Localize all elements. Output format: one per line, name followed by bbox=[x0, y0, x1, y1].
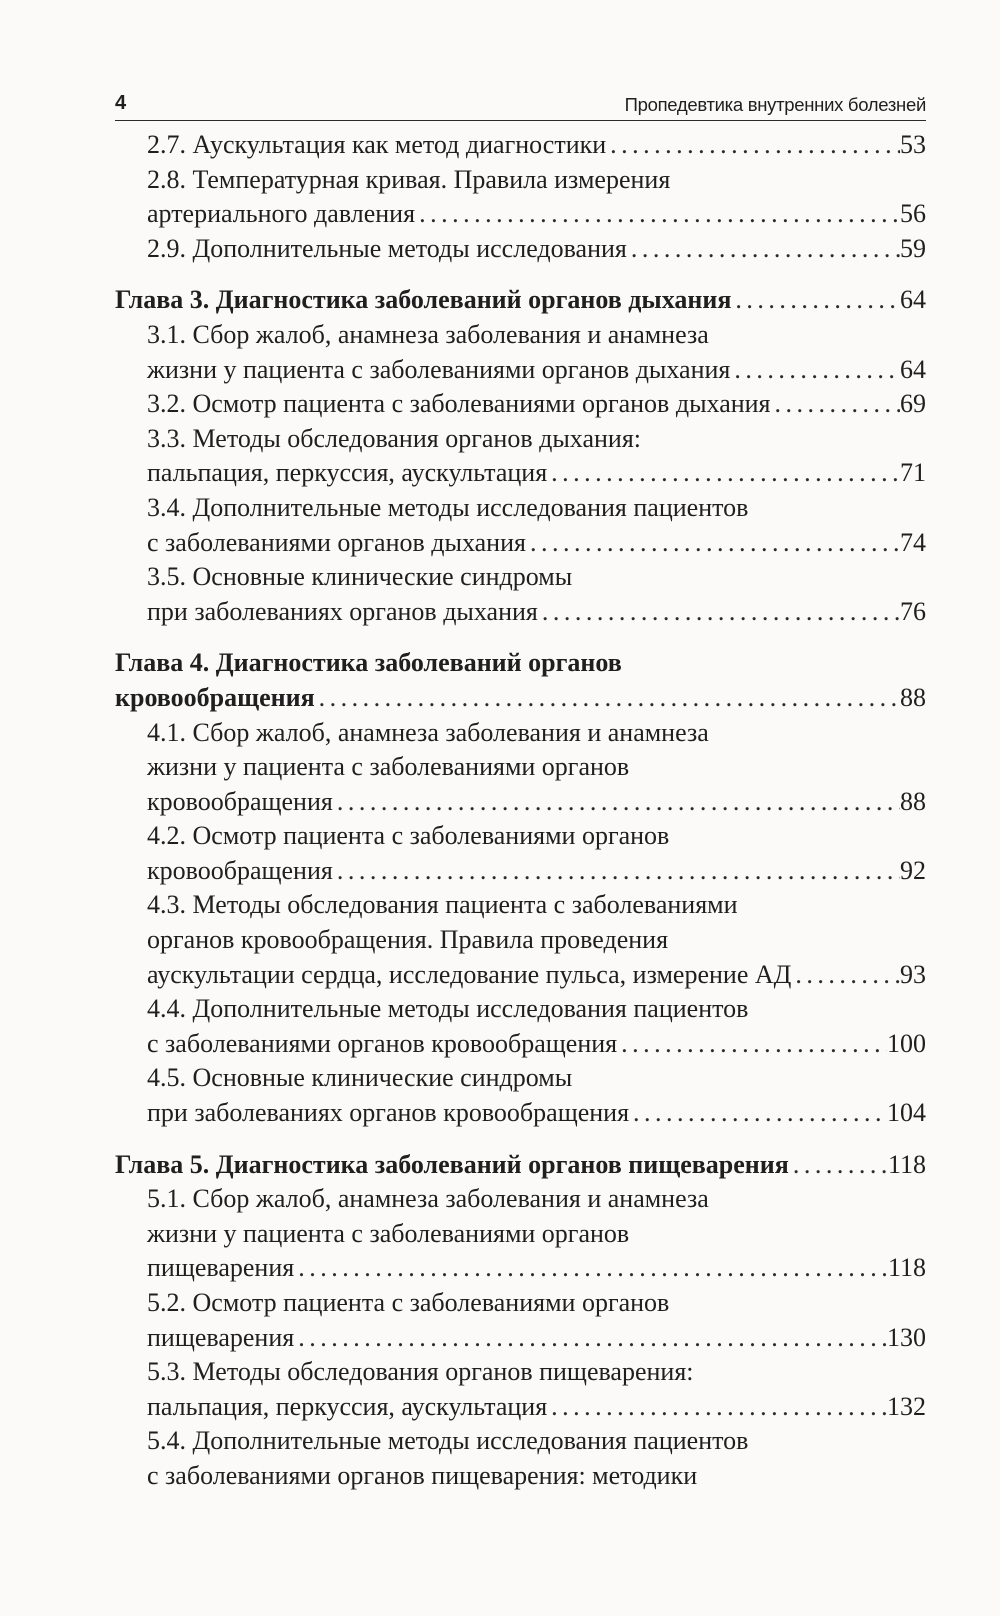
book-title: Пропедевтика внутренних болезней bbox=[624, 94, 926, 115]
toc-section bbox=[147, 128, 926, 163]
toc-entry-text: 3.5. Основные клинические синдромы bbox=[147, 562, 573, 592]
toc-entry-text: при заболеваниях органов дыхания bbox=[147, 596, 538, 626]
toc-page-number: 59 bbox=[900, 233, 926, 263]
toc-entry-text: 3.2. Осмотр пациента с заболеваниями органов дыхания bbox=[147, 389, 771, 419]
toc-section bbox=[147, 387, 926, 422]
toc-section bbox=[147, 560, 926, 629]
dot-leader bbox=[730, 353, 900, 388]
toc-entry-text: 5.2. Осмотр пациента с заболеваниями органов bbox=[147, 1288, 670, 1317]
toc-entry-text: 2.7. Аускультация как метод диагностики bbox=[147, 130, 607, 159]
toc-entry-text: 5.3. Методы обследования органов пищеварения: bbox=[147, 1357, 694, 1387]
toc-line bbox=[147, 422, 926, 457]
toc-line bbox=[115, 681, 926, 716]
toc-section bbox=[147, 422, 926, 491]
toc-entry-text: 4.5. Основные клинические синдромы bbox=[147, 1063, 573, 1093]
dot-leader bbox=[294, 1321, 887, 1356]
toc-entry-text: 5.4. Дополнительные методы исследования пациентов bbox=[147, 1426, 749, 1456]
toc-entry-text: 2.8. Температурная кривая. Правила измерения bbox=[147, 164, 671, 194]
toc-section bbox=[147, 888, 926, 992]
toc-page-number: 56 bbox=[900, 199, 926, 229]
dot-leader bbox=[731, 283, 900, 318]
toc-line bbox=[147, 1286, 926, 1321]
dot-leader bbox=[789, 1148, 888, 1183]
toc-page-number: 132 bbox=[887, 1391, 926, 1421]
toc-chapter bbox=[115, 283, 926, 318]
toc-line bbox=[147, 128, 926, 163]
toc-line bbox=[147, 1251, 926, 1286]
toc-entry-text: пальпация, перкуссия, аускультация bbox=[147, 1391, 548, 1421]
toc-line bbox=[147, 526, 926, 561]
toc-page-number: 118 bbox=[887, 1253, 926, 1283]
dot-leader bbox=[315, 681, 900, 716]
toc-line bbox=[147, 491, 926, 526]
toc-entry-text: Глава 5. Диагностика заболеваний органов пищеварения bbox=[115, 1149, 789, 1179]
table-of-contents bbox=[115, 128, 926, 1494]
toc-page-number: 74 bbox=[900, 527, 926, 557]
dot-leader bbox=[538, 595, 900, 630]
toc-page-number: 64 bbox=[900, 285, 926, 315]
toc-chapter bbox=[115, 646, 926, 715]
toc-line bbox=[115, 283, 926, 318]
toc-page-number: 64 bbox=[900, 354, 926, 384]
toc-chapter bbox=[115, 1148, 926, 1183]
toc-entry-text: 3.4. Дополнительные методы исследования пациентов bbox=[147, 492, 749, 522]
dot-leader bbox=[629, 1096, 887, 1131]
toc-page-number: 93 bbox=[900, 959, 926, 989]
dot-leader bbox=[791, 958, 900, 993]
toc-entry-text: пальпация, перкуссия, аускультация bbox=[147, 458, 548, 488]
dot-leader bbox=[333, 854, 900, 889]
toc-line bbox=[147, 785, 926, 820]
toc-entry-text: пищеварения bbox=[147, 1253, 295, 1283]
toc-section bbox=[147, 232, 926, 267]
toc-page-number: 69 bbox=[900, 389, 926, 419]
toc-line bbox=[147, 819, 926, 854]
toc-line bbox=[147, 1390, 926, 1425]
toc-line bbox=[147, 163, 926, 198]
toc-page-number: 88 bbox=[900, 786, 926, 816]
toc-line bbox=[147, 1355, 926, 1390]
toc-line bbox=[147, 923, 926, 958]
toc-entry-text: Глава 3. Диагностика заболеваний органов дыхания bbox=[115, 285, 732, 315]
dot-leader bbox=[415, 197, 900, 232]
toc-page-number: 130 bbox=[887, 1322, 926, 1352]
toc-line bbox=[147, 854, 926, 889]
toc-entry-text: пищеварения bbox=[147, 1322, 295, 1352]
dot-leader bbox=[333, 785, 900, 820]
toc-entry-text: при заболеваниях органов кровообращения bbox=[147, 1098, 630, 1128]
dot-leader bbox=[547, 456, 900, 491]
toc-line bbox=[115, 1148, 926, 1183]
toc-entry-text: 3.3. Методы обследования органов дыхания: bbox=[147, 423, 642, 453]
dot-leader bbox=[627, 232, 900, 267]
toc-line bbox=[147, 1061, 926, 1096]
toc-line bbox=[147, 353, 926, 388]
toc-line bbox=[115, 646, 926, 681]
toc-entry-text: кровообращения bbox=[147, 855, 333, 885]
toc-page-number: 88 bbox=[900, 682, 926, 712]
toc-entry-text: кровообращения bbox=[147, 786, 333, 816]
toc-line bbox=[147, 1096, 926, 1131]
toc-entry-text: жизни у пациента с заболеваниями органов дыхания bbox=[147, 354, 731, 384]
toc-line bbox=[147, 1027, 926, 1062]
toc-section bbox=[147, 1182, 926, 1286]
toc-entry-text: 3.1. Сбор жалоб, анамнеза заболевания и анамнеза bbox=[147, 319, 709, 349]
toc-line bbox=[147, 318, 926, 353]
dot-leader bbox=[606, 128, 900, 163]
toc-entry-text: 5.1. Сбор жалоб, анамнеза заболевания и анамнеза bbox=[147, 1184, 709, 1214]
toc-page-number: 104 bbox=[887, 1098, 926, 1128]
toc-section bbox=[147, 1286, 926, 1355]
toc-line bbox=[147, 387, 926, 422]
toc-entry-text: артериального давления bbox=[147, 199, 416, 229]
toc-entry-text: 2.9. Дополнительные методы исследования bbox=[147, 233, 627, 263]
toc-line bbox=[147, 1424, 926, 1459]
running-header bbox=[115, 88, 926, 121]
toc-section bbox=[147, 1424, 926, 1493]
toc-entry-text: Глава 4. Диагностика заболеваний органов bbox=[115, 648, 622, 678]
toc-entry-text: аускультации сердца, исследование пульса, измерение АД bbox=[147, 959, 792, 989]
toc-section bbox=[147, 992, 926, 1061]
toc-section bbox=[147, 318, 926, 387]
toc-line bbox=[147, 456, 926, 491]
toc-entry-text: жизни у пациента с заболеваниями органов bbox=[147, 752, 630, 782]
toc-entry-text: 4.2. Осмотр пациента с заболеваниями органов bbox=[147, 821, 670, 851]
toc-entry-text: кровообращения bbox=[115, 682, 315, 712]
toc-entry-text: с заболеваниями органов дыхания bbox=[147, 527, 526, 557]
toc-line bbox=[147, 1459, 926, 1494]
toc-entry-text: с заболеваниями органов пищеварения: методики bbox=[147, 1460, 698, 1490]
toc-entry-text: органов кровообращения. Правила проведения bbox=[147, 925, 669, 955]
toc-line bbox=[147, 1217, 926, 1252]
dot-leader bbox=[771, 387, 900, 422]
toc-section bbox=[147, 1355, 926, 1424]
toc-line bbox=[147, 595, 926, 630]
toc-entry-text: 4.3. Методы обследования пациента с заболеваниями bbox=[147, 890, 738, 920]
toc-section bbox=[147, 491, 926, 560]
toc-line bbox=[147, 958, 926, 993]
toc-page-number: 53 bbox=[900, 130, 926, 159]
toc-section bbox=[147, 163, 926, 232]
dot-leader bbox=[526, 526, 900, 561]
toc-line bbox=[147, 197, 926, 232]
toc-line bbox=[147, 992, 926, 1027]
toc-section bbox=[147, 716, 926, 820]
toc-entry-text: с заболеваниями органов кровообращения bbox=[147, 1028, 618, 1058]
toc-page-number: 76 bbox=[900, 596, 926, 626]
toc-section bbox=[147, 819, 926, 888]
toc-entry-text: жизни у пациента с заболеваниями органов bbox=[147, 1218, 630, 1248]
toc-line bbox=[147, 1321, 926, 1356]
toc-page-number: 118 bbox=[887, 1149, 926, 1179]
toc-page-number: 71 bbox=[900, 458, 926, 488]
page-number: 4 bbox=[115, 92, 127, 114]
toc-line bbox=[147, 1182, 926, 1217]
dot-leader bbox=[547, 1390, 887, 1425]
dot-leader bbox=[617, 1027, 887, 1062]
toc-page-number: 92 bbox=[900, 855, 926, 885]
toc-page-number: 100 bbox=[887, 1028, 926, 1058]
toc-line bbox=[147, 232, 926, 267]
dot-leader bbox=[294, 1251, 888, 1286]
toc-line bbox=[147, 888, 926, 923]
toc-entry-text: 4.4. Дополнительные методы исследования пациентов bbox=[147, 994, 749, 1024]
toc-line bbox=[147, 560, 926, 595]
toc-section bbox=[147, 1061, 926, 1130]
toc-line bbox=[147, 716, 926, 751]
toc-entry-text: 4.1. Сбор жалоб, анамнеза заболевания и анамнеза bbox=[147, 717, 709, 747]
toc-line bbox=[147, 750, 926, 785]
